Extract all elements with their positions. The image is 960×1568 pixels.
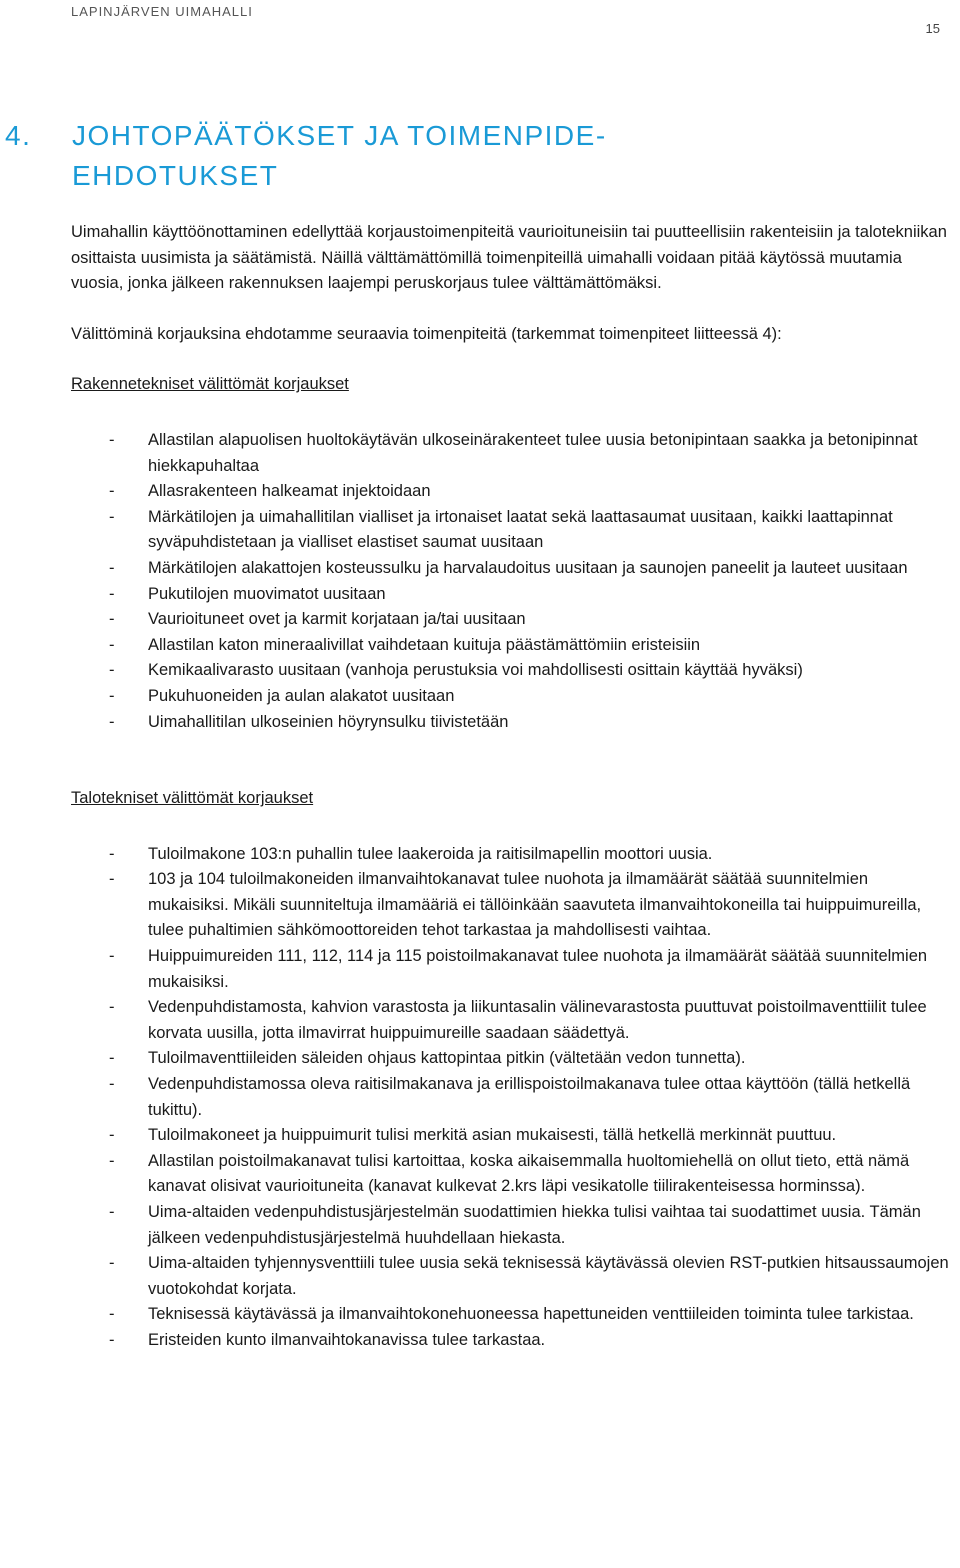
list-item-text: Allasrakenteen halkeamat injektoidaan — [148, 482, 431, 501]
structural-repairs-list — [71, 428, 951, 735]
section-heading-structural: Rakennetekniset välittömät korjaukset — [71, 375, 349, 394]
list-item-text: Allastilan katon mineraalivillat vaihdetaan kuituja päästämättömiin eristeisiin — [148, 635, 701, 654]
list-item: - Kemikaalivarasto uusitaan (vanhoja perustuksia voi mahdollisesti osittain käyttää hyväksi) — [109, 661, 803, 680]
list-item: - Tuloilmaventtiileiden säleiden ohjaus kattopintaa pitkin (vältetään vedon tunnetta). — [109, 1049, 746, 1068]
list-item-text: Pukuhuoneiden ja aulan alakatot uusitaan — [148, 686, 455, 705]
list-item-text: Märkätilojen ja uimahallitilan vialliset ja irtonaiset laatat sekä laattasaumat uusitaan, kaikki laattapinnat syväpuhdistetaan ja vialliset elastiset saumat uusitaan — [148, 507, 893, 552]
list-item-text: Pukutilojen muovimatot uusitaan — [148, 584, 386, 603]
list-item: - Tuloilmakone 103:n puhallin tulee laakeroida ja raitisilmapellin moottori uusia. — [109, 844, 713, 863]
list-item: - Uimahallitilan ulkoseinien höyrynsulku tiivistetään — [109, 712, 509, 731]
list-item-text: Tuloilmaventtiileiden säleiden ohjaus kattopintaa pitkin (vältetään vedon tunnetta). — [148, 1049, 746, 1068]
list-item: - Allasrakenteen halkeamat injektoidaan — [109, 482, 431, 501]
list-item-text: Teknisessä käytävässä ja ilmanvaihtokonehuoneessa hapettuneiden venttiileiden toiminta tulee tarkistaa. — [148, 1305, 914, 1324]
list-item: - Allastilan katon mineraalivillat vaihdetaan kuituja päästämättömiin eristeisiin — [109, 635, 701, 654]
list-item-text: Tuloilmakoneet ja huippuimurit tulisi merkitä asian mukaisesti, tällä hetkellä merkinnät puuttuu. — [148, 1126, 837, 1145]
list-item: - Eristeiden kunto ilmanvaihtokanavissa tulee tarkastaa. — [109, 1330, 546, 1349]
header-org-name: LAPINJÄRVEN UIMAHALLI — [71, 4, 253, 19]
list-item-text: Allastilan poistoilmakanavat tulisi kartoittaa, koska aikaisemmalla huoltomiehellä on ollut tieto, että nämä kanavat olisivat vaurioituneita (kanavat kulkevat 2.krs läpi vesikatolle tiilirakenteisessa horminssa). — [148, 1151, 910, 1196]
chapter-number: 4. — [5, 120, 32, 151]
chapter-title: JOHTOPÄÄTÖKSET JA TOIMENPIDE-EHDOTUKSET — [72, 120, 607, 191]
list-item: - Tuloilmakoneet ja huippuimurit tulisi merkitä asian mukaisesti, tällä hetkellä merkinnät puuttuu. — [109, 1126, 837, 1145]
list-item-text: Uima-altaiden tyhjennysventtiili tulee uusia sekä teknisessä käytävässä olevien RST-putkien hitsaussaumojen vuotokohdat korjata. — [148, 1254, 949, 1298]
list-item-text: Vaurioituneet ovet ja karmit korjataan ja/tai uusitaan — [148, 610, 526, 629]
list-item-text: 103 ja 104 tuloilmakoneiden ilmanvaihtokanavat tulee nuohota ja ilmamäärät säätää suunnitelmien mukaisiksi. Mikäli suunniteltuja ilmamääriä ei tällöinkään saavuteta ilmanvaihtokoneilla tai huippuimureilla, tulee puhaltimien sähkömoottoreiden tehot tarkastaa ja mahdollisesti vaihtaa. — [148, 870, 922, 940]
list-item: - Vedenpuhdistamossa oleva raitisilmakanava ja erillispoistoilmakanava tulee ottaa käyttöön (tällä hetkellä tukittu). — [109, 1075, 911, 1119]
proposal-paragraph: Välittöminä korjauksina ehdotamme seuraavia toimenpiteitä (tarkemmat toimenpiteet liitteessä 4): — [71, 324, 782, 343]
document-body — [71, 220, 951, 1354]
list-item-text: Allastilan alapuolisen huoltokäytävän ulkoseinärakenteet tulee uusia betonipintaan saakka ja betonipinnat hiekkapuhaltaa — [148, 430, 918, 475]
list-item: - Vaurioituneet ovet ja karmit korjataan ja/tai uusitaan — [109, 610, 526, 629]
list-item-text: Märkätilojen alakattojen kosteussulku ja harvalaudoitus uusitaan ja saunojen paneelit ja lauteet uusitaan — [148, 558, 908, 577]
list-item-text: Eristeiden kunto ilmanvaihtokanavissa tulee tarkastaa. — [148, 1330, 546, 1349]
list-item: - Vedenpuhdistamosta, kahvion varastosta ja liikuntasalin välinevarastosta puuttuvat poistoilmaventtiilit tulee korvata uusilla, jotta ilmavirrat huippuimureille saadaan säädettyä. — [109, 998, 927, 1042]
list-item: - 103 ja 104 tuloilmakoneiden ilmanvaihtokanavat tulee nuohota ja ilmamäärät säätää suunnitelmien mukaisiksi. Mikäli suunniteltuja ilmamääriä ei tällöinkään saavuteta ilmanvaihtokoneilla tai huippuimureilla, tulee puhaltimien sähkömoottoreiden tehot tarkastaa ja mahdollisesti vaihtaa. — [109, 870, 922, 940]
list-item: - Allastilan alapuolisen huoltokäytävän ulkoseinärakenteet tulee uusia betonipintaan saakka ja betonipinnat hiekkapuhaltaa — [109, 430, 918, 475]
list-item: - Pukutilojen muovimatot uusitaan — [109, 584, 386, 603]
list-item: - Märkätilojen alakattojen kosteussulku ja harvalaudoitus uusitaan ja saunojen paneelit ja lauteet uusitaan — [109, 558, 908, 577]
list-item: - Uima-altaiden vedenpuhdistusjärjestelmän suodattimien hiekka tulisi vaihtaa tai suodattimet uusia. Tämän jälkeen vedenpuhdistusjärjestelmä huuhdellaan hiekasta. — [109, 1203, 921, 1247]
page-header — [71, 4, 940, 36]
list-item-text: Uima-altaiden vedenpuhdistusjärjestelmän suodattimien hiekka tulisi vaihtaa tai suodattimet uusia. Tämän jälkeen vedenpuhdistusjärjestelmä huuhdellaan hiekasta. — [148, 1203, 921, 1247]
list-item: - Märkätilojen ja uimahallitilan vialliset ja irtonaiset laatat sekä laattasaumat uusitaan, kaikki laattapinnat syväpuhdistetaan ja vialliset elastiset saumat uusitaan — [109, 507, 893, 552]
list-item: - Pukuhuoneiden ja aulan alakatot uusitaan — [109, 686, 455, 705]
list-item-text: Kemikaalivarasto uusitaan (vanhoja perustuksia voi mahdollisesti osittain käyttää hyväksi) — [148, 661, 803, 680]
list-item-text: Huippuimureiden 111, 112, 114 ja 115 poistoilmakanavat tulee nuohota ja ilmamäärät säätää suunnitelmien mukaisiksi. — [148, 947, 928, 991]
list-item: - Huippuimureiden 111, 112, 114 ja 115 poistoilmakanavat tulee nuohota ja ilmamäärät säätää suunnitelmien mukaisiksi. — [109, 947, 928, 991]
page-number: 15 — [925, 21, 940, 36]
list-item-text: Uimahallitilan ulkoseinien höyrynsulku tiivistetään — [148, 712, 509, 731]
list-item-text: Tuloilmakone 103:n puhallin tulee laakeroida ja raitisilmapellin moottori uusia. — [148, 844, 713, 863]
intro-paragraph: Uimahallin käyttöönottaminen edellyttää korjaustoimenpiteitä vaurioituneisiin tai puutteellisiin rakenteisiin ja talotekniikan osittaista uusimista ja säätämistä. Näillä välttämättömillä toimenpiteillä uimahalli voidaan pitää käytössä muutamia vuosia, jonka jälkeen rakennuksen laajempi peruskorjaus tulee välttämättömäksi. — [71, 223, 947, 293]
list-item-text: Vedenpuhdistamosta, kahvion varastosta ja liikuntasalin välinevarastosta puuttuvat poistoilmaventtiilit tulee korvata uusilla, jotta ilmavirrat huippuimureille saadaan säädettyä. — [148, 998, 927, 1042]
building-services-repairs-list — [71, 842, 951, 1354]
list-item: - Allastilan poistoilmakanavat tulisi kartoittaa, koska aikaisemmalla huoltomiehellä on ollut tieto, että nämä kanavat olisivat vaurioituneita (kanavat kulkevat 2.krs läpi vesikatolle tiilirakenteisessa horminssa). — [109, 1151, 910, 1196]
list-item-text: Vedenpuhdistamossa oleva raitisilmakanava ja erillispoistoilmakanava tulee ottaa käyttöön (tällä hetkellä tukittu). — [148, 1075, 911, 1119]
section-heading-building-services: Talotekniset välittömät korjaukset — [71, 789, 314, 808]
list-item: - Teknisessä käytävässä ja ilmanvaihtokonehuoneessa hapettuneiden venttiileiden toiminta tulee tarkistaa. — [109, 1305, 914, 1324]
list-item: - Uima-altaiden tyhjennysventtiili tulee uusia sekä teknisessä käytävässä olevien RST-putkien hitsaussaumojen vuotokohdat korjata. — [109, 1254, 949, 1298]
